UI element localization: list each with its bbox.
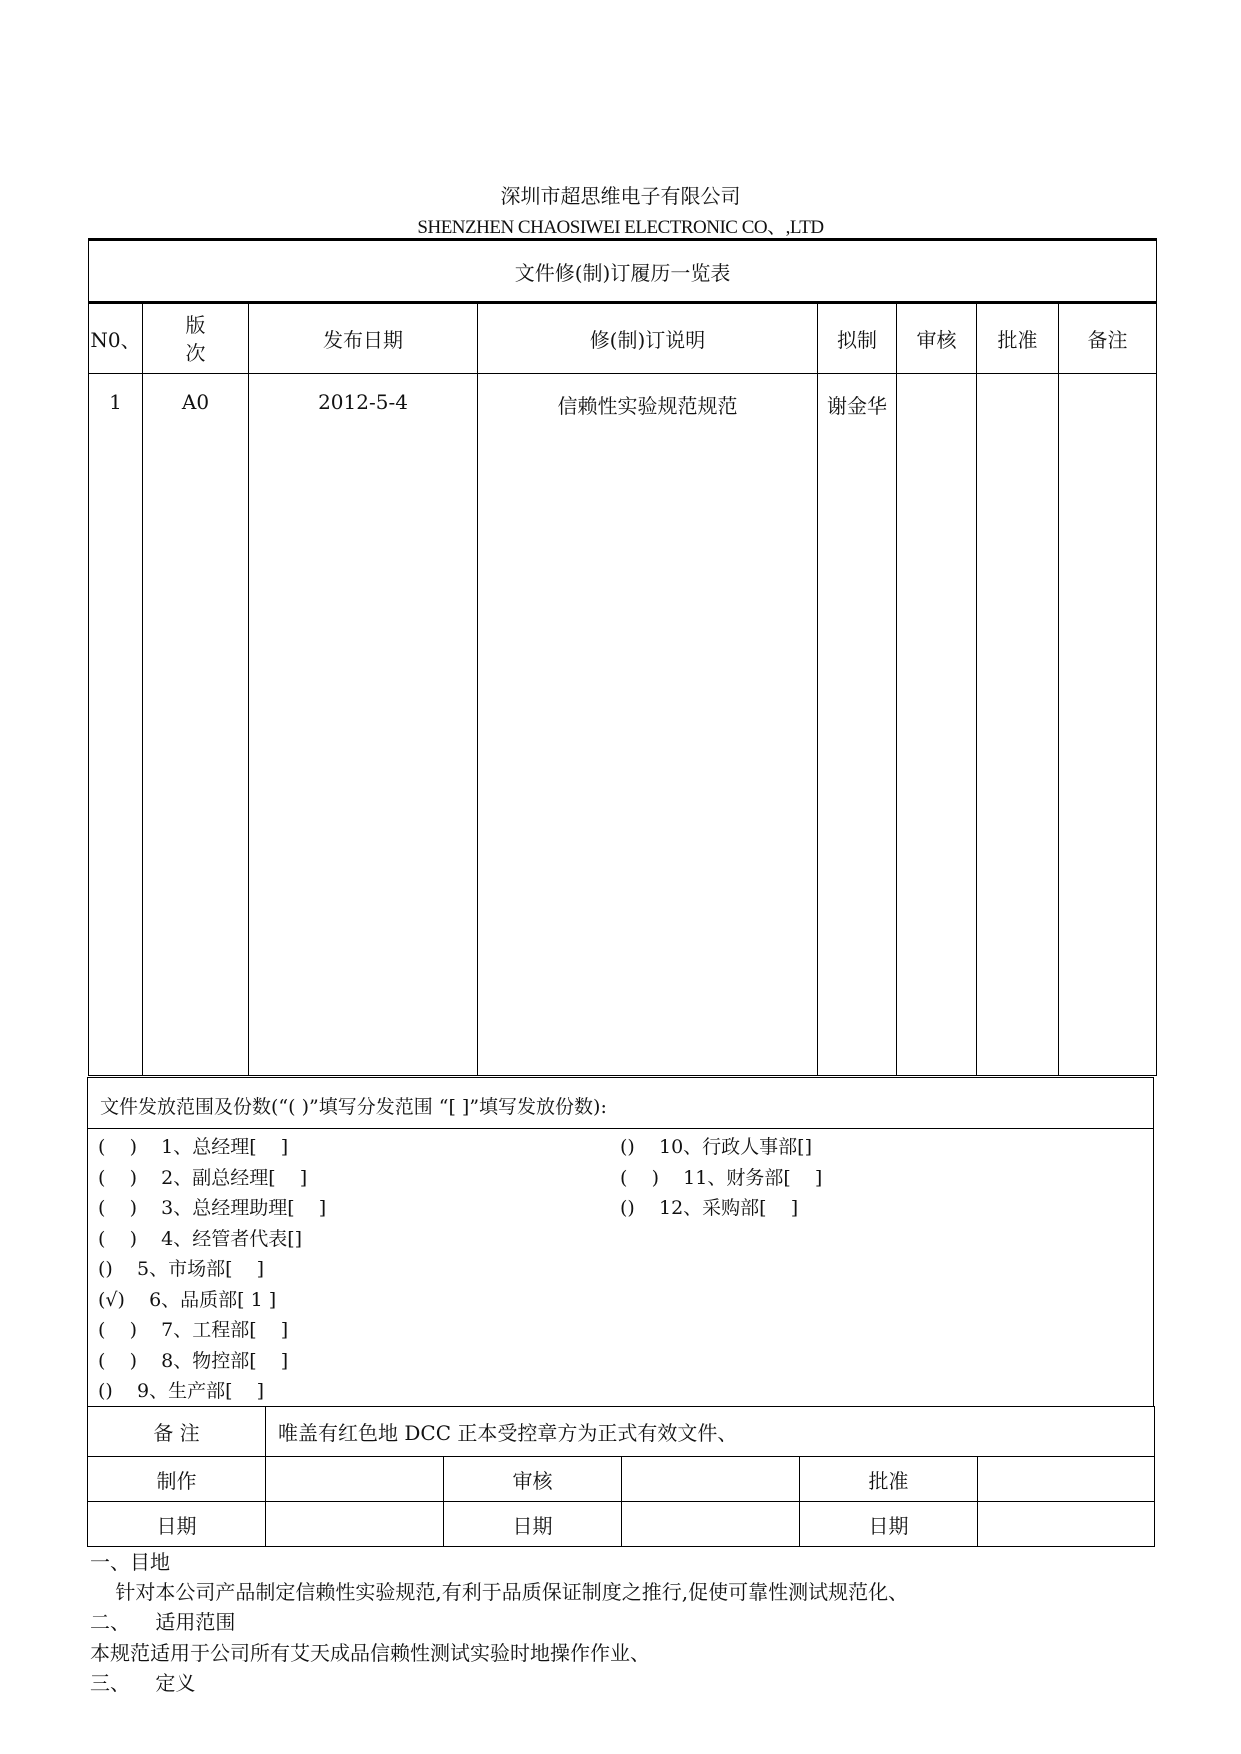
note-text: 唯盖有红色地 DCC 正本受控章方为正式有效文件、 [266, 1407, 1155, 1457]
approved-by-value [978, 1457, 1155, 1502]
distribution-list-right [620, 1132, 822, 1224]
divider [88, 1128, 1153, 1129]
approved-by-label: 批准 [800, 1457, 978, 1502]
revision-history-table [88, 238, 1157, 1076]
reviewed-date-value [622, 1502, 800, 1547]
cell-revision-note: 信赖性实验规范规范 [478, 374, 818, 1076]
list-item: (√) 6、品质部[ 1 ] [98, 1288, 277, 1311]
section-2-text: 本规范适用于公司所有艾天成品信赖性测试实验时地操作作业、 [90, 1641, 650, 1665]
table-row [89, 374, 1157, 1076]
list-item: () 5、市场部[ ] [98, 1258, 265, 1280]
col-header-no: N0、 [89, 303, 143, 374]
col-header-approved: 批准 [977, 303, 1059, 374]
list-item: () 9、生产部[ ] [98, 1380, 265, 1402]
made-by-value [266, 1457, 444, 1502]
list-item: ( ) 4、经管者代表[] [98, 1227, 303, 1250]
cell-version: A0 [143, 374, 249, 1076]
cell-reviewed [897, 374, 977, 1076]
section-2-title: 二、 适用范围 [90, 1610, 236, 1634]
section-1-title: 一、目地 [90, 1550, 170, 1574]
list-item: ( ) 11、财务部[ ] [620, 1166, 823, 1189]
company-name-cn: 深圳市超思维电子有限公司 [500, 184, 741, 208]
note-label: 备 注 [88, 1407, 266, 1457]
list-item: ( ) 1、总经理[ ] [98, 1136, 289, 1158]
list-item: () 10、行政人事部[] [620, 1136, 812, 1158]
list-item: ( ) 3、总经理助理[ ] [98, 1197, 327, 1219]
list-item: ( ) 2、副总经理[ ] [98, 1166, 308, 1189]
col-header-remarks: 备注 [1059, 303, 1157, 374]
cell-release-date: 2012-5-4 [249, 374, 478, 1076]
distribution-header: 文件发放范围及份数(“( )”填写分发范围 “[ ]”填写发放份数): [100, 1096, 607, 1118]
reviewed-by-label: 审核 [444, 1457, 622, 1502]
reviewed-by-value [622, 1457, 800, 1502]
col-header-version: 版次 [143, 303, 249, 374]
made-date-value [266, 1502, 444, 1547]
signature-table [87, 1406, 1155, 1547]
section-1-text: 针对本公司产品制定信赖性实验规范,有利于品质保证制度之推行,促使可靠性测试规范化、 [90, 1580, 909, 1604]
col-header-release-date: 发布日期 [249, 303, 478, 374]
made-date-label: 日期 [88, 1502, 266, 1547]
section-3-title: 三、 定义 [90, 1671, 196, 1695]
approved-date-label: 日期 [800, 1502, 978, 1547]
cell-approved [977, 374, 1059, 1076]
distribution-list-left [98, 1132, 326, 1407]
distribution-box [87, 1077, 1154, 1407]
reviewed-date-label: 日期 [444, 1502, 622, 1547]
cell-remarks [1059, 374, 1157, 1076]
cell-no: 1 [89, 374, 143, 1076]
revision-table-title: 文件修(制)订履历一览表 [89, 240, 1157, 303]
col-header-revision-note: 修(制)订说明 [478, 303, 818, 374]
approved-date-value [978, 1502, 1155, 1547]
list-item: () 12、采购部[ ] [620, 1197, 799, 1219]
col-header-reviewed: 审核 [897, 303, 977, 374]
made-by-label: 制作 [88, 1457, 266, 1502]
list-item: ( ) 7、工程部[ ] [98, 1319, 289, 1341]
company-name-en: SHENZHEN CHAOSIWEI ELECTRONIC CO、,LTD [417, 217, 824, 238]
list-item: ( ) 8、物控部[ ] [98, 1349, 289, 1372]
col-header-drafted: 拟制 [818, 303, 897, 374]
cell-drafted: 谢金华 [818, 374, 897, 1076]
